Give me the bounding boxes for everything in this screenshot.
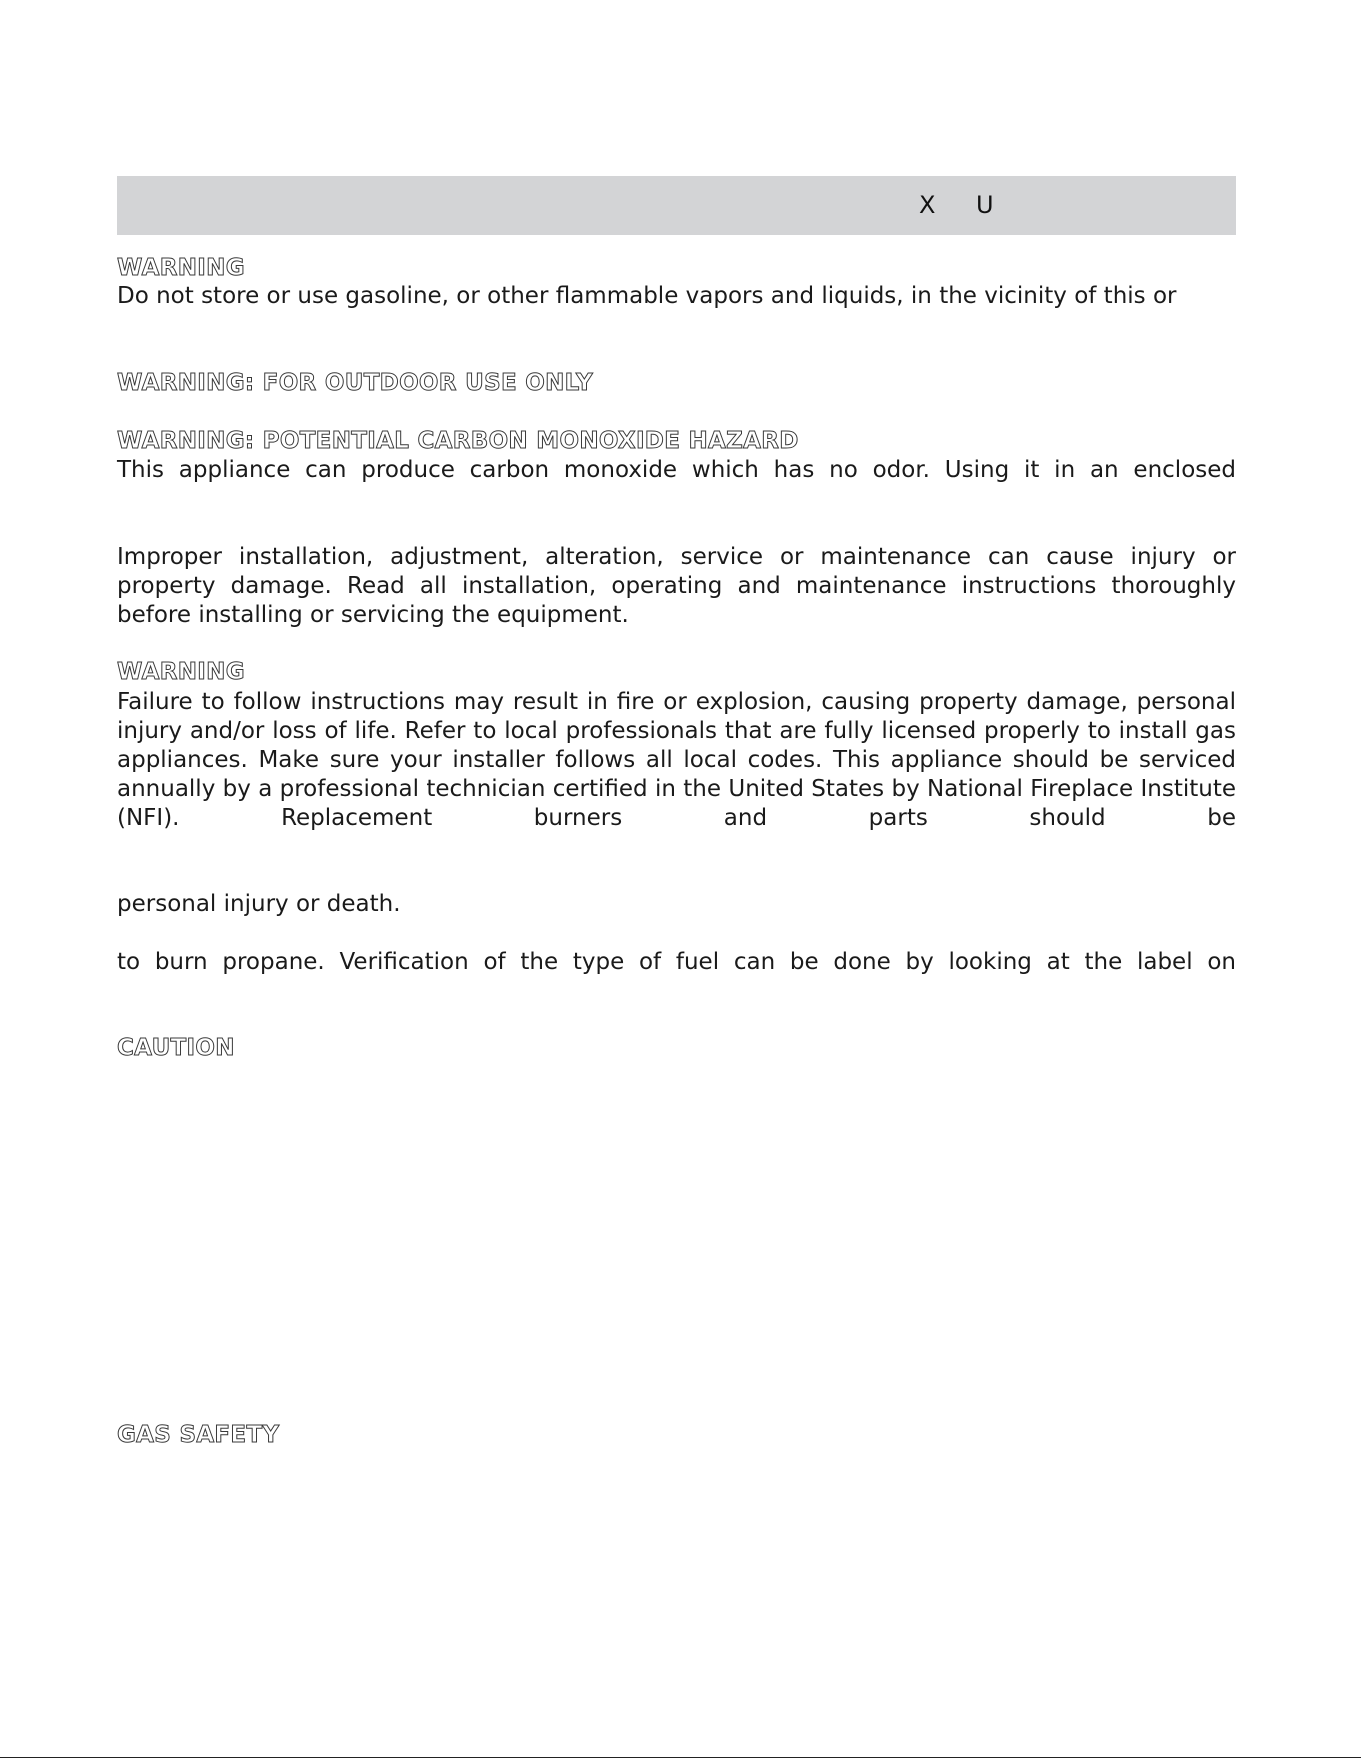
warning-heading-2: WARNING — [117, 659, 245, 685]
gas-safety-heading: GAS SAFETY — [117, 1422, 280, 1448]
improper-installation-text: Improper installation, adjustment, alteration, service or maintenance can cause injury or property damage. Read all installation, operating and maintenance instructions thoroughly before installing or servicing the equipment. — [117, 544, 1236, 628]
header-char-x: X — [919, 191, 936, 219]
section-header-bar — [117, 176, 1236, 235]
outdoor-use-heading: WARNING: FOR OUTDOOR USE ONLY — [117, 370, 593, 396]
footer-rule — [0, 1757, 1361, 1758]
carbon-monoxide-text: This appliance can produce carbon monoxide which has no odor. Using it in an enclosed — [117, 457, 1236, 483]
caution-heading: CAUTION — [117, 1035, 235, 1061]
warning-heading: WARNING — [117, 255, 245, 281]
warning-flammable-text: Do not store or use gasoline, or other flammable vapors and liquids, in the vicinity of this or — [117, 283, 1177, 309]
personal-injury-text: personal injury or death. — [117, 891, 401, 917]
carbon-monoxide-heading: WARNING: POTENTIAL CARBON MONOXIDE HAZARD — [117, 428, 799, 454]
header-char-u: U — [976, 191, 994, 219]
failure-instructions-text: Failure to follow instructions may result in fire or explosion, causing property damage, personal injury and/or loss of life. Refer to local professionals that are fully licensed properly to install gas appliances. Make sure your installer follows all local codes. This appliance should be serviced annually by a professional technician certified in the United States by National Fireplace Institute (NFI). Replacement burners and parts should be — [117, 689, 1236, 831]
propane-verification-text: to burn propane. Verification of the type of fuel can be done by looking at the label on — [117, 949, 1236, 975]
